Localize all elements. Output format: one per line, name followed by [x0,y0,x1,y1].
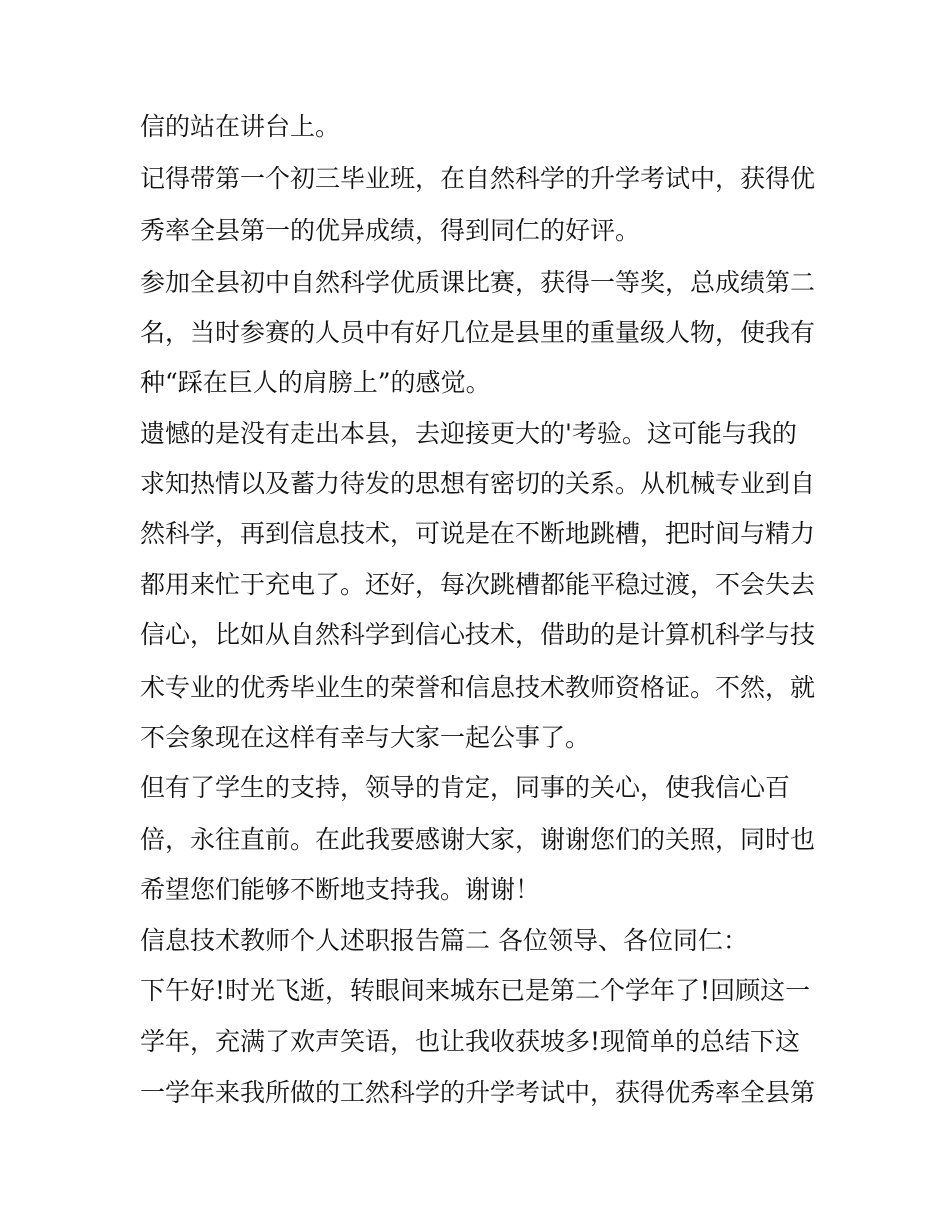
text-line: 参加全县初中自然科学优质课比赛，获得一等奖，总成绩第二 [140,268,816,297]
text-line: 信的站在讲台上。 [140,112,341,141]
text-line: 下午好!时光飞逝，转眼间来城东已是第二个学年了!回顾这一 [140,976,811,1005]
text-line: 学年，充满了欢声笑语，也让我收获坡多!现简单的总结下这 [140,1027,801,1056]
text-line: 求知热情以及蓄力待发的思想有密切的关系。从机械专业到自 [140,469,816,498]
text-line: 但有了学生的支持，领导的肯定，同事的关心，使我信心百 [140,773,791,802]
text-line: 秀率全县第一的优异成绩，得到同仁的好评。 [140,216,641,245]
text-line: 都用来忙于充电了。还好，每次跳槽都能平稳过渡，不会失去 [140,570,816,599]
text-line: 记得带第一个初三毕业班，在自然科学的升学考试中，获得优 [140,164,816,193]
text-line: 种“踩在巨人的肩膀上”的感觉。 [140,368,491,397]
text-line: 希望您们能够不断地支持我。谢谢！ [140,875,541,904]
text-line: 术专业的优秀毕业生的荣誉和信息技术教师资格证。不然，就 [140,673,816,702]
text-line: 一学年来我所做的工然科学的升学考试中，获得优秀率全县第 [140,1078,816,1107]
text-line: 遗憾的是没有走出本县，去迎接更大的'考验。这可能与我的 [140,419,797,448]
text-line: 不会象现在这样有幸与大家一起公事了。 [140,723,591,752]
text-line: 然科学，再到信息技术，可说是在不断地跳槽，把时间与精力 [140,519,816,548]
text-line: 名，当时参赛的人员中有好几位是县里的重量级人物，使我有 [140,318,816,347]
text-line: 倍，永往直前。在此我要感谢大家，谢谢您们的关照，同时也 [140,825,816,854]
text-line: 信息技术教师个人述职报告篇二 各位领导、各位同仁： [140,926,748,955]
text-line: 信心，比如从自然科学到信心技术，借助的是计算机科学与技 [140,620,816,649]
